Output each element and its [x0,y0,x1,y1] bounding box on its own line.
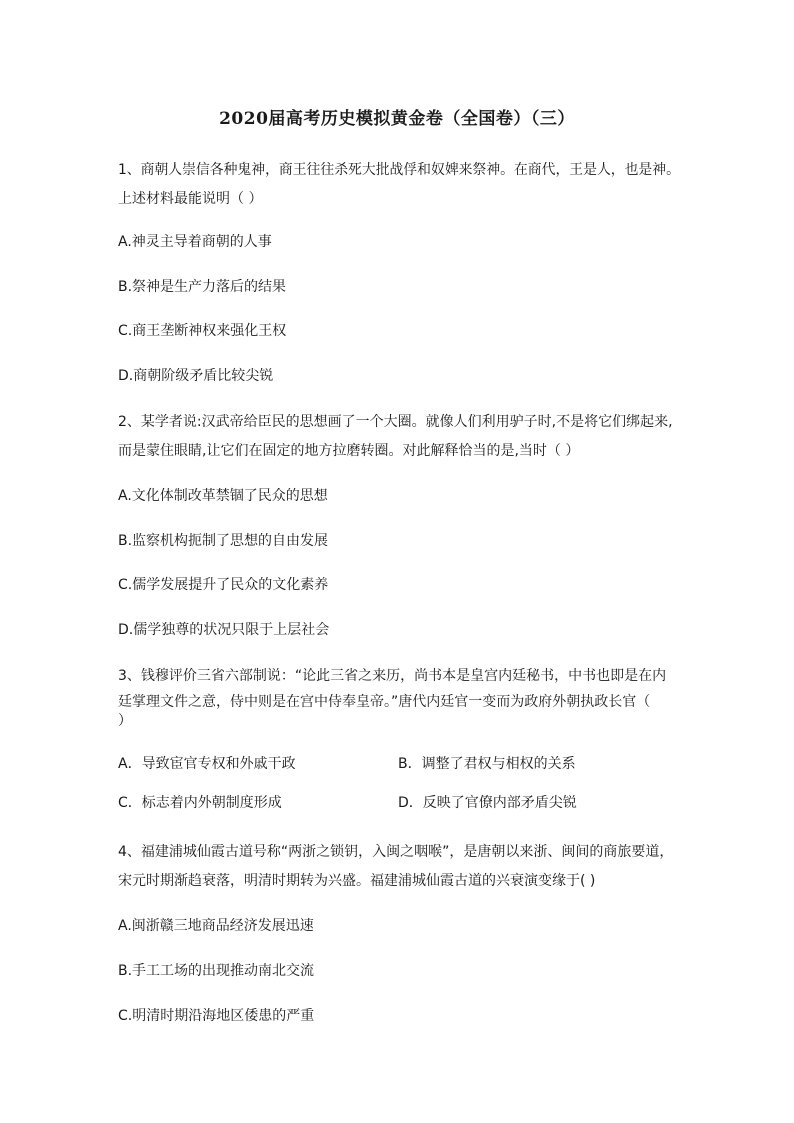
question-2-option-a: A.文化体制改革禁锢了民众的思想 [118,488,328,504]
question-4-option-a: A.闽浙赣三地商品经济发展迅速 [118,918,314,934]
question-2-line-1: 2、某学者说:汉武帝给臣民的思想画了一个大圈。就像人们利用驴子时,不是将它们绑起来, [118,414,673,430]
question-4-option-c: C.明清时期沿海地区倭患的严重 [118,1008,315,1024]
question-3-option-b: B．调整了君权与相权的关系 [398,756,576,772]
question-1-option-c: C.商王垄断神权来强化王权 [118,323,287,339]
question-4-line-2: 宋元时期渐趋衰落，明清时期转为兴盛。福建浦城仙霞古道的兴衰演变缘于( ) [118,873,596,889]
question-1-line-1: 1、商朝人崇信各种鬼神，商王往往杀死大批战俘和奴婢来祭神。在商代，王是人，也是神。 [118,162,680,178]
question-3-line-1: 3、钱穆评价三省六部制说：“论此三省之来历，尚书本是皇宫内廷秘书，中书也即是在内 [118,668,667,684]
question-1-option-d: D.商朝阶级矛盾比较尖锐 [118,368,274,384]
question-1-option-b: B.祭神是生产力落后的结果 [118,279,287,295]
question-1-option-a: A.神灵主导着商朝的人事 [118,234,272,250]
question-2-option-b: B.监察机构扼制了思想的自由发展 [118,533,329,549]
question-2-option-d: D.儒学独尊的状况只限于上层社会 [118,622,330,638]
question-3-line-3: ） [118,713,132,729]
question-4-option-b: B.手工工场的出现推动南北交流 [118,963,315,979]
question-2-option-c: C.儒学发展提升了民众的文化素养 [118,577,329,593]
question-1-line-2: 上述材料最能说明（ ） [118,191,263,207]
question-3-line-2: 廷掌理文件之意，侍中则是在宫中侍奉皇帝。”唐代内廷官一变而为政府外朝执政长官（ [118,694,651,710]
question-3-option-c: C．标志着内外朝制度形成 [118,795,282,811]
question-3-option-d: D．反映了官僚内部矛盾尖锐 [398,795,577,811]
question-4-line-1: 4、福建浦城仙霞古道号称“两浙之锁钥，入闽之咽喉”，是唐朝以来浙、闽间的商旅要道， [118,844,674,860]
question-2-line-2: 而是蒙住眼睛,让它们在固定的地方拉磨转圈。对此解释恰当的是,当时（ ） [118,443,580,459]
question-3-option-a: A．导致宦官专权和外戚干政 [118,756,296,772]
document-title: 2020届高考历史模拟黄金卷（全国卷）（三） [219,109,575,129]
